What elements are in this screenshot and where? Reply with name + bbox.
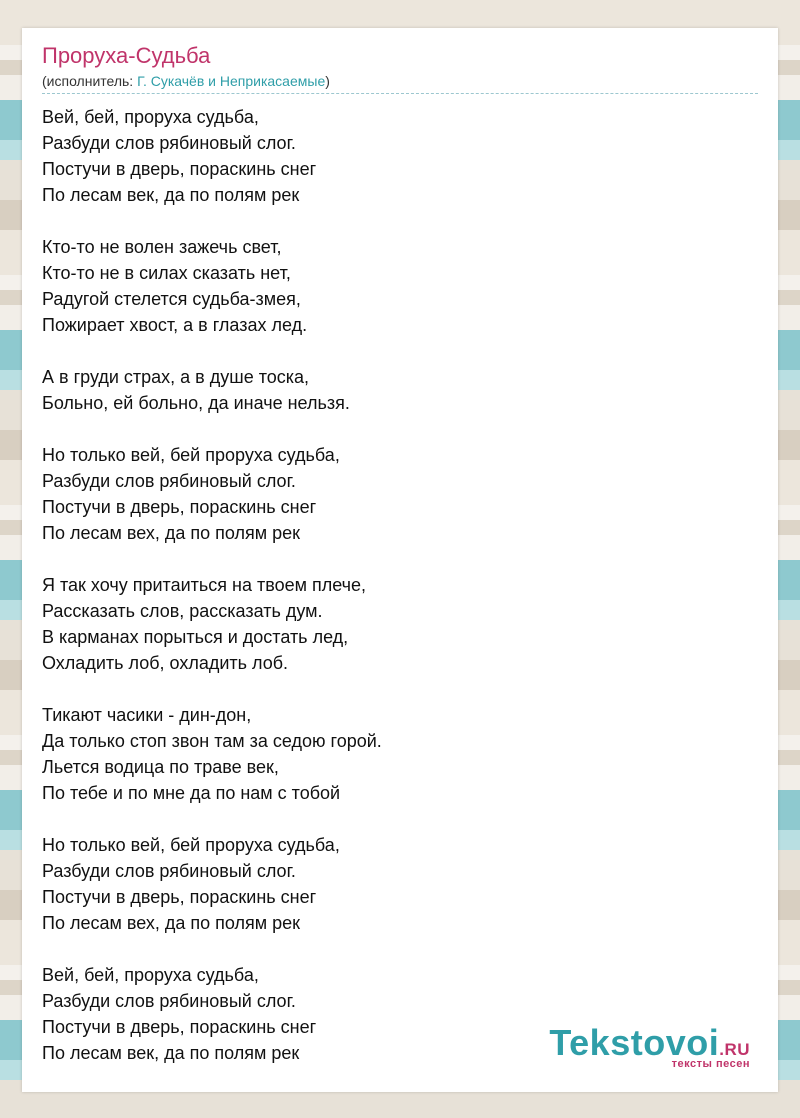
lyrics-line: Охладить лоб, охладить лоб. <box>42 653 289 673</box>
lyrics-body <box>42 104 742 1092</box>
lyrics-line: Льется водица по траве век, <box>42 757 279 777</box>
lyrics-line: Разбуди слов рябиновый слог. <box>42 861 296 881</box>
lyrics-line: Да только стоп звон там за седою горой. <box>42 731 382 751</box>
performer-line <box>42 73 330 89</box>
lyrics-line: По тебе и по мне да по нам с тобой <box>42 783 341 803</box>
performer-link[interactable]: Г. Сукачёв и Неприкасаемые <box>137 73 326 89</box>
lyrics-line: По лесам вех, да по полям рек <box>42 913 300 933</box>
lyrics-line: По лесам век, да по полям рек <box>42 185 300 205</box>
lyrics-stanza <box>42 104 742 208</box>
lyrics-line: Радугой стелется судьба-змея, <box>42 289 301 309</box>
lyrics-line: Тикают часики - дин-дон, <box>42 705 252 725</box>
lyrics-line: В карманах порыться и достать лед, <box>42 627 349 647</box>
song-title: Проруха-Судьба <box>42 43 211 68</box>
lyrics-line: Разбуди слов рябиновый слог. <box>42 991 296 1011</box>
site-logo[interactable] <box>549 1022 750 1070</box>
lyrics-line: Я так хочу притаиться на твоем плече, <box>42 575 367 595</box>
lyrics-stanza <box>42 832 742 936</box>
logo-name: Tekstovoi <box>549 1022 720 1063</box>
lyrics-line: Кто-то не волен зажечь свет, <box>42 237 282 257</box>
lyrics-stanza <box>42 702 742 806</box>
lyrics-line: Вей, бей, проруха судьба, <box>42 107 259 127</box>
lyrics-line: Больно, ей больно, да иначе нельзя. <box>42 393 350 413</box>
lyrics-line: Постучи в дверь, пораскинь снег <box>42 1017 317 1037</box>
lyrics-stanza <box>42 364 742 416</box>
lyrics-line: Но только вей, бей проруха судьба, <box>42 835 340 855</box>
lyrics-line: Вей, бей, проруха судьба, <box>42 965 259 985</box>
lyrics-stanza <box>42 234 742 338</box>
lyrics-line: Разбуди слов рябиновый слог. <box>42 471 296 491</box>
lyrics-line: Рассказать слов, рассказать дум. <box>42 601 323 621</box>
lyrics-line: А в груди страх, а в душе тоска, <box>42 367 310 387</box>
performer-prefix: (исполнитель: <box>42 73 138 89</box>
lyrics-line: Но только вей, бей проруха судьба, <box>42 445 340 465</box>
lyrics-line: Кто-то не в силах сказать нет, <box>42 263 291 283</box>
lyrics-stanza <box>42 442 742 546</box>
lyrics-line: По лесам век, да по полям рек <box>42 1043 300 1063</box>
lyrics-line: Постучи в дверь, пораскинь снег <box>42 497 317 517</box>
logo-tagline: тексты песен <box>671 1058 750 1070</box>
lyrics-line: По лесам вех, да по полям рек <box>42 523 300 543</box>
title-divider <box>42 93 758 94</box>
lyrics-sheet <box>22 28 778 1092</box>
lyrics-line: Пожирает хвост, а в глазах лед. <box>42 315 308 335</box>
performer-suffix: ) <box>325 73 330 89</box>
lyrics-line: Разбуди слов рябиновый слог. <box>42 133 296 153</box>
logo-tld: .RU <box>719 1040 750 1059</box>
lyrics-line: Постучи в дверь, пораскинь снег <box>42 159 317 179</box>
lyrics-line: Постучи в дверь, пораскинь снег <box>42 887 317 907</box>
lyrics-stanza <box>42 572 742 676</box>
